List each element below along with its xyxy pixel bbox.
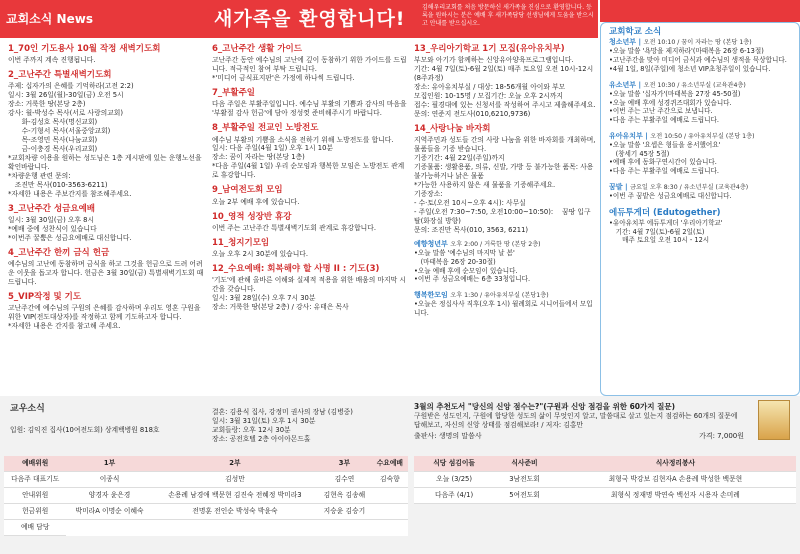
news-item-title: 11_청지기모임 [212, 237, 270, 248]
school-item-title: 청소년부 | 오전 10:10 / 꿈이 자라는 땅 (본당 1층) [609, 38, 752, 47]
news-item [8, 44, 206, 65]
duty-cell: 김현옥 김송해 [317, 487, 372, 503]
news-item-body: 예수님의 고난에 동참하며 금식을 하고 그것을 헌금으로 드려 어려운 이웃을 돕고자 합니다. 헌금은 3월 30일(금) 특별새벽기도회 때 드립니다. [8, 260, 204, 287]
bottom-section [0, 396, 800, 554]
meal-cell: 최형국 박강보 김현자A 손용례 박성한 백문현 [555, 471, 796, 487]
duty-cell: 전명훈 전인순 박성숙 박윤숙 [153, 503, 317, 519]
duty-cell: 지승윤 김승기 [317, 503, 372, 519]
school-item [609, 183, 791, 201]
duty-cell [372, 503, 408, 519]
youth-item-name: 예향청년부 [414, 239, 448, 248]
news-item-body: 지역주민과 성도들 간의 사랑 나눔을 위한 바자회를 개최하며, 물품들을 기증 받습니다. 기증기간: 4월 22일(주일)까지 기증물품: 생활용품, 의류, 신발, 가방 등 불가능한 품목: 사용 불가능하거나 낡은 물품 *가능한 사용하지 않은 새 물품을 기증해주세요. 기증장소: - 수·토(오전 10시~오후 4시): 사무실 - 주일(오전 7:30~7:50, 오전10:00~10:50): 꿈땅 입구 탈(화장실 방향) 문의: 조진만 목사(010, 3563, 6211) [414, 136, 596, 234]
news-item-body: '기도'에 관해 올바른 이해와 실제적 적용을 위한 배움의 마지막 시간을 갖습니다. 일시: 3월 28일(수) 오후 7시 30분 장소: 거룩한 땅(본당 2층) / 강사: 유태은 목사 [212, 276, 406, 312]
news-item-body: 고난주간 동안 예수님의 고난에 깊이 동참하기 위한 가이드를 드립니다. 적극적인 참여 부탁 드립니다. *'미디어 금식표지판'은 가정에 하나씩 드립니다. [212, 56, 407, 83]
news-item-title: 3_고난주간 성금요예배 [8, 204, 96, 214]
youth-item-body: •오늘 말씀 '예수님의 마지막 날 봄' (마태복음 26장 20-30절) •오늘 예배 후에 순모임이 있습니다. •이번 주 성금요예배는 6층 33청입니다. [414, 249, 531, 284]
school-item-title: 유아유치부 | 오전 10:50 / 유아유치부실 (본당 1층) [609, 131, 755, 140]
school-item-name: 꿈밭 [609, 182, 623, 191]
school-item [609, 81, 791, 125]
news-item-body: 고난주간에 예수님의 구원의 은혜를 감사하며 우리도 영혼 구원을 위한 VIP(전도대상자)를 작정하고 함께 기도하고자 합니다. *자세한 내용은 간지를 참고해 주세요. [8, 304, 201, 331]
news-item-title: 4_고난주간 한끼 금식 헌금 [8, 248, 110, 259]
duty-header-cell: 1부 [66, 456, 152, 471]
church-school-title: 교회학교 소식 [609, 27, 662, 37]
youth-item-title [414, 291, 598, 300]
meal-cell: 오늘 (3/25) [414, 471, 494, 487]
news-item-body: 다음 주일은 부활주일입니다. 예수님 부활의 기쁨과 감사의 마음을 '부활절 감사 헌금'에 담아 정성껏 준비해주시기 바랍니다. [212, 100, 407, 118]
news-item-body: 부모와 아기가 함께하는 신앙유아양육프로그램입니다. 기간: 4월 7일(토)-6월 2일(토) 매주 토요일 오전 10시-12시(8주과정) 장소: 유아유치부실 / 대상: 18-56개월 아이와 부모 모집인원: 10-15명 / 모집기간: 오늘 오후 2시까지 접수: 필경대에 있는 신청서를 작성하여 주시고 제출해주세요. 문의: 연준지 전도사(010,6210,9736) [414, 56, 596, 119]
duty-row [4, 503, 408, 519]
news-item-body: 일시: 3월 30일(금) 오후 8시 *예배 중에 성찬식이 있습니다 *이번주 꿀뿜은 성금요예배로 대신합니다. [8, 216, 132, 243]
duty-cell: 이종식 [66, 471, 152, 487]
meal-header-cell: 식사정리봉사 [555, 456, 796, 471]
school-item-time: 금요일 오후 8:30 / 유소년부실 (교육관4층) [629, 183, 749, 191]
welcome-title: 새가족을 환영합니다! [214, 8, 406, 30]
duty-cell: 손용례 남경애 백문현 김진숙 전혜정 박미라3 [153, 487, 317, 503]
duty-header-cell: 2부 [153, 456, 317, 471]
member-news-body: 입원: 김익진 집사(10여전도회) 상계백병원 818호 [10, 425, 160, 434]
school-item-time: 오전 10:30 / 유소년부실 (교육관4층) [643, 81, 746, 89]
school-item-time: 오전 10:50 / 유아유치부실 (본당 1층) [650, 132, 755, 140]
news-item-body: 오늘 오후 2시 30분에 있습니다. [212, 249, 308, 258]
youth-item-name: 행복한모임 [414, 290, 448, 299]
youth-item-time: 오후 1:30 / 유아유치부실 (본당1층) [450, 291, 549, 299]
duty-cell: 김성만 [153, 471, 317, 487]
news-item-title: 10_영적 성장반 휴강 [212, 211, 292, 222]
youth-item-body: •오늘은 정십사사 직후(오후 1시) 월례회로 시니어들에서 모입니다. [414, 300, 593, 317]
news-column-2 [212, 44, 408, 317]
news-item-title: 13_우리아기학교 1기 모집(유아유치부) [414, 44, 565, 54]
youth-item-time: 오후 2:00 / 거룩한 땅 (본당 2층) [450, 240, 541, 248]
school-item-name: 유아유치부 [609, 131, 643, 140]
news-item [414, 124, 598, 235]
right-header-bar [600, 0, 800, 22]
school-item [609, 38, 791, 73]
news-item-body: 이번 주까지 계속 진행됩니다. [8, 56, 96, 65]
news-item [414, 44, 598, 119]
news-item-title: 14_사랑나눔 바자회 [414, 124, 491, 134]
duty-header-row [4, 456, 408, 471]
duty-header-cell: 수요예배 [372, 456, 408, 471]
news-item-title: 9_남여전도회 모임 [212, 185, 283, 196]
meal-table [414, 456, 796, 504]
edutogether-title: 에듀투게더 (Edutogether) [609, 207, 721, 218]
duty-cell: 박미라A 이명순 이혜숙 [66, 503, 152, 519]
meal-row [414, 487, 796, 503]
news-item [212, 212, 408, 233]
duty-cell: 다음주 대표기도 [4, 471, 66, 487]
school-item-body: •이번 주 꿈밭은 성금요예배로 대신합니다. [609, 191, 732, 200]
news-item-body: 이번 주는 고난주간 특별새벽기도회 관계로 휴강합니다. [212, 223, 376, 232]
book-publisher: 출판사: 생명의 말씀사 [414, 431, 482, 440]
news-item-title: 6_고난주간 생활 가이드 [212, 44, 302, 54]
book-desc: 구원받은 성도인지, 구원에 합당한 성도의 삶이 무엇인지 알고, 말씀대로 살고 있는지 점검하는 60개의 질문에 답해보고, 자신의 신앙 상태를 점검해보라! / 저자: 김홍만 [414, 411, 738, 429]
duty-cell: 헌금위원 [4, 503, 66, 519]
news-item-title: 5_VIP작정 및 기도 [8, 292, 82, 303]
news-item-title: 12_수요예배: 회복해야 할 사명 II : 기도(3) [212, 263, 380, 274]
school-item-body: •오늘 말씀 '십자가'(마태복음 27장 45-50절) •오늘 예배 후에 성경퀴즈대회가 있습니다. •이번 주는 고난 주간으로 보냅니다. •다음 주는 부활주일 예배로 드립니다. [609, 89, 741, 124]
duty-header-cell: 예배위원 [4, 456, 66, 471]
school-item-name: 유소년부 [609, 80, 637, 89]
duty-row [4, 471, 408, 487]
duty-cell [372, 487, 408, 503]
youth-item-title [414, 240, 598, 249]
news-item-title: 7_부활주일 [212, 88, 256, 99]
news-item [212, 238, 408, 259]
news-item-title: 1_70인 기도용사 10월 작정 새벽기도회 [8, 44, 161, 54]
book-price: 가격: 7,000원 [699, 431, 744, 440]
meal-cell: 다음주 (4/1) [414, 487, 494, 503]
edutogether-body: •유아유치부 에듀투게더 '우리아기학교' 기간: 4월 7일(토)-6월 2일(토) 매주 토요일 오전 10시 - 12시 [609, 218, 723, 245]
duty-cell: 김수연 [317, 471, 372, 487]
news-item [8, 292, 206, 331]
news-item [212, 88, 408, 118]
meal-cell: 최형식 정재명 박연숙 백선자 시용자 손미례 [555, 487, 796, 503]
duty-side-row [4, 519, 408, 535]
school-item-name: 청소년부 [609, 38, 637, 47]
news-item [212, 123, 408, 180]
school-item-body: •오늘 말씀 '욕망을 제지하라'(마태복음 26장 6-13절) •고난주간을 맞아 미디어 금식과 예수님의 생적을 묵상합니다. •4월 1일, 8일(주일)에 청소년 VIP초청주일이 있습니다. [609, 47, 787, 73]
news-item [8, 248, 206, 287]
news-item [8, 70, 206, 199]
school-item-time: 오전 10:10 / 꿈이 자라는 땅 (본당 1층) [643, 39, 752, 47]
news-item [212, 185, 408, 206]
book-cover-image [758, 400, 790, 440]
news-item-title: 2_고난주간 특별새벽기도회 [8, 70, 112, 81]
school-item-title: 꿈밭 | 금요일 오후 8:30 / 유소년부실 (교육관4층) [609, 182, 749, 191]
wedding-news: 결혼: 김용식 집사, 강정미 권사의 장남 (김병중) 일시: 3월 31일(토) 오후 1시 30분 교회들랑: 오후 12시 30분 장소: 공전호텔 2층 아이아몬드홀 [212, 408, 353, 443]
youth-item [414, 291, 598, 318]
news-item [8, 204, 206, 243]
news-item-body: 오늘 2부 예배 후에 있습니다. [212, 197, 300, 206]
news-item [212, 44, 408, 83]
church-school-list [609, 38, 791, 200]
meal-row [414, 471, 796, 487]
duty-cell: 김숙향 [372, 471, 408, 487]
school-item [609, 132, 791, 176]
youth-item [414, 240, 598, 284]
church-school-panel [600, 22, 800, 396]
duty-cell: 양경자 윤은경 [66, 487, 152, 503]
news-item-title: 8_부활주일 전교인 노방전도 [212, 123, 319, 134]
news-item-body: 주제: 십자가의 은혜를 기억하라(고전 2:2) 일시: 3월 26일(월)-30일(금) 오전 5시 장소: 거룩한 땅(본당 2층) 강사: 월-박성수 목사(서로 사랑의교회) 화-김성호 목사(명신교회) 수-기형서 목사(서울중앙교회) 목-조영민 목사(나눔교회) 금-이충경 목사(우리교회) *교회차량 이용을 원하는 성도님은 1층 게시판에 있는 운행노선을 확인바랍니다. *차량운행 관련 문의: 조진만 목사(010-3563-6211) *자세한 내용은 주보간지를 참조해주세요. [8, 82, 202, 199]
meal-header-cell: 식당 섬김이들 [414, 456, 494, 471]
school-item-title: 유소년부 | 오전 10:30 / 유소년부실 (교육관4층) [609, 80, 746, 89]
duty-cell: 안내위원 [4, 487, 66, 503]
news-item [212, 264, 408, 312]
welcome-note: 김해우리교회를 처음 방문하신 새가족을 진심으로 환영합니다. 등록을 원하시는 분은 예배 후 새가족담당 선생님에게 도움을 받으시고 안내를 받으십시오. [422, 4, 594, 27]
meal-header-row [414, 456, 796, 471]
news-section-title: 교회소식 News [6, 12, 93, 26]
book-title: 3월의 추천도서 "당신의 신앙 점수는?"(구원과 신앙 점검을 위한 60가지 질문) [414, 402, 676, 411]
meal-cell: 3남전도회 [494, 471, 555, 487]
meal-cell: 5여전도회 [494, 487, 555, 503]
duty-side-label: 예배 담당 [4, 519, 66, 535]
duty-table [4, 456, 408, 536]
news-item-body: 예수님 부활의 기쁨을 소식을 전하기 위해 노방전도를 합니다. 일시: 다음 주일(4월 1일) 오후 1시 10분 장소: 꿈이 자라는 땅(본당 1층) *다음 주일(4월 1일) 우리 순모임과 행복한 모임은 노방전도 관계로 휴강합니다. [212, 135, 405, 180]
duty-header-cell: 3부 [317, 456, 372, 471]
school-item-body: •오늘 말씀 '요셉은 형들을 용서했어요' (창세기 45장 5절) •예배 후에 동화구연시간이 있습니다. •다음 주는 부활주일 예배로 드립니다. [609, 140, 721, 175]
member-news-title: 교우소식 [10, 404, 45, 414]
news-column-3 [414, 44, 598, 325]
duty-row [4, 487, 408, 503]
news-column-1 [8, 44, 206, 336]
meal-header-cell: 식사준비 [494, 456, 555, 471]
